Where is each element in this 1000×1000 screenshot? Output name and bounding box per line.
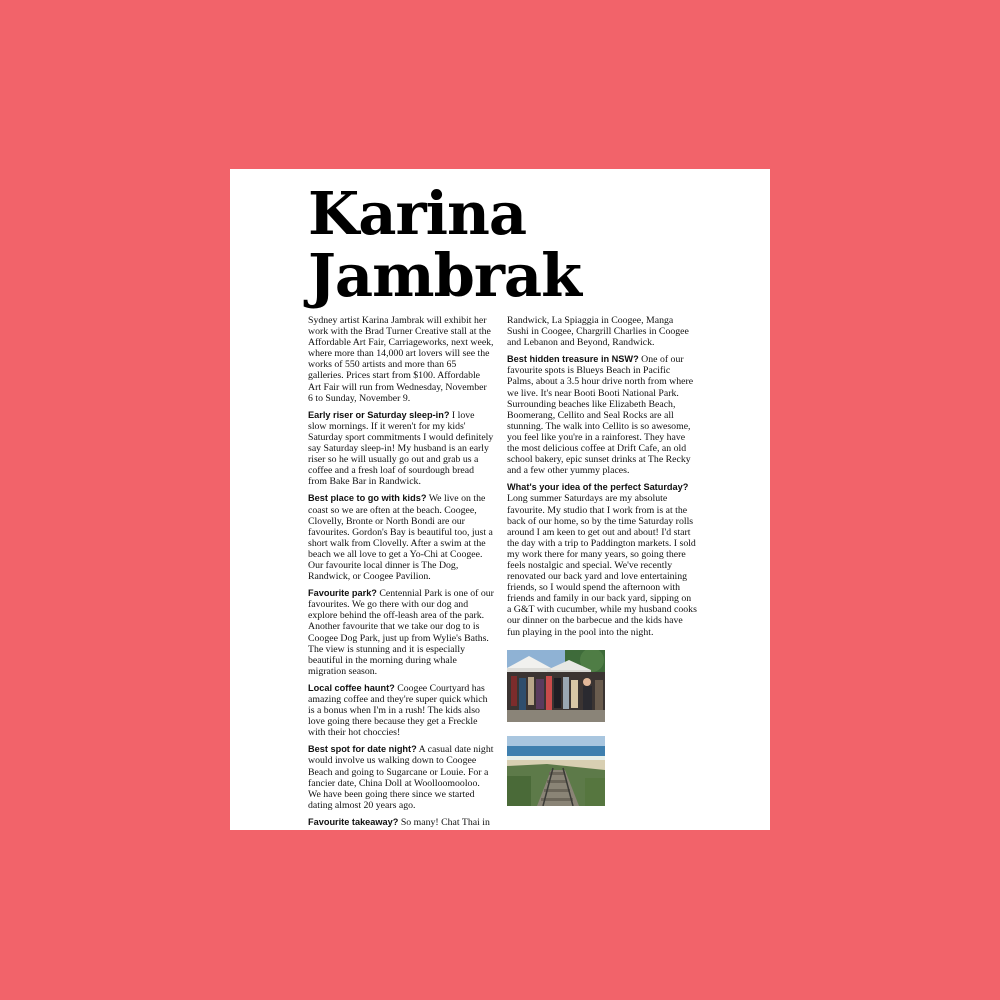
answer: So many! Chat Thai in [398, 816, 490, 828]
answer: Long summer Saturdays are my absolute favourite. My studio that I work from is at the back of our home, so by the time Saturday rolls around I am keen to get out and about! I'd start the day with a trip to Paddington markets. I sold my work there for many years, so going there feels nostalgic and special. We've recently renovated our back yard and love entertaining friends, so I would spend the afternoon with friends and family in our back yard, sipping on a G&T with cucumber, while my husband cooks our dinner on the barbecue and the kids have fun playing in the pool into the night. [507, 493, 697, 638]
question: Favourite takeaway? [308, 816, 399, 827]
answer: Centennial Park is one of our favourites. We go there with our dog and explore behind the off-leash area of the park. Another favourite that we take our dog to is Coogee Dog Park, just up from Wylie's Baths. The view is stunning and it is especially beautiful in the morning during whale migration season. [308, 588, 494, 677]
market-photo [507, 650, 605, 722]
right-column [507, 315, 697, 644]
left-column [308, 315, 494, 834]
qa-early-riser [308, 410, 494, 488]
qa-coffee [308, 683, 494, 738]
qa-date-night [308, 744, 494, 811]
answer: One of our favourite spots is Blueys Beach in Pacific Palms, about a 3.5 hour drive north from where we live. It's near Booti Booti National Park. Surrounding beaches like Elizabeth Beach, Boomerang, Cellito and Seal Rocks are all stunning. The walk into Cellito is so awesome, you feel like you're in a rainforest. They have the most delicious coffee at Drift Cafe, an old school bakery, epic sunset drinks at The Recky and a few other yummy places. [507, 354, 694, 477]
qa-perfect-saturday [507, 482, 697, 637]
qa-park [308, 588, 494, 677]
question: Early riser or Saturday sleep-in? [308, 409, 450, 420]
question: Best place to go with kids? [308, 493, 427, 504]
question: Best spot for date night? [308, 744, 417, 755]
takeaway-continued: Randwick, La Spiaggia in Coogee, Manga Sushi in Coogee, Chargrill Charlies in Coogee and Lebanon and Beyond, Randwick. [507, 315, 689, 349]
answer: I love slow mornings. If it weren't for my kids' Saturday sport commitments I would definitely say Saturday sleep-in! My husband is an early riser so he will usually go out and grab us a coffee and a fresh loaf of sourdough bread from Bake Bar in Randwick. [308, 409, 494, 488]
qa-hidden-treasure [507, 354, 697, 476]
answer: We live on the coast so we are often at the beach. Coogee, Clovelly, Bronte or North Bondi are our favourites. Gordon's Bay is beautiful too, just a short walk from Clovelly. After a swim at the beach we all love to get a Yo-Chi at Coogee. Our favourite local dinner is The Dog, Randwick, or Coogee Pavilion. [308, 493, 493, 583]
answer: A casual date night would involve us walking down to Coogee Beach and going to Sugarcane or Louie. For a fancier date, China Doll at Woolloomooloo. We have been going there since we started dating almost 20 years ago. [308, 744, 494, 811]
qa-kids [308, 493, 494, 582]
beach-photo-image [507, 736, 605, 806]
title-line-1: Karina [308, 179, 527, 248]
market-photo-image [507, 650, 605, 722]
title-line-2: Jambrak [308, 241, 582, 310]
question: What's your idea of the perfect Saturday? [507, 482, 689, 493]
magazine-page [230, 169, 770, 830]
qa-takeaway [308, 817, 494, 828]
article-title [308, 179, 582, 310]
intro-paragraph: Sydney artist Karina Jambrak will exhibit her work with the Brad Turner Creative stall at the Affordable Art Fair, Carriageworks, next week, where more than 14,000 art lovers will see the works of 550 artists and more than 65 galleries. Prices start from $100. Affordable Art Fair will run from Wednesday, November 6 to Sunday, November 9. [308, 315, 494, 404]
beach-photo [507, 736, 605, 806]
question: Favourite park? [308, 588, 377, 599]
answer: Coogee Courtyard has amazing coffee and they're super quick which is a bonus when I'm in a rush! The kids also love going there because they get a Freckle with their hot choccies! [308, 682, 488, 739]
question: Local coffee haunt? [308, 682, 395, 693]
question: Best hidden treasure in NSW? [507, 354, 639, 365]
